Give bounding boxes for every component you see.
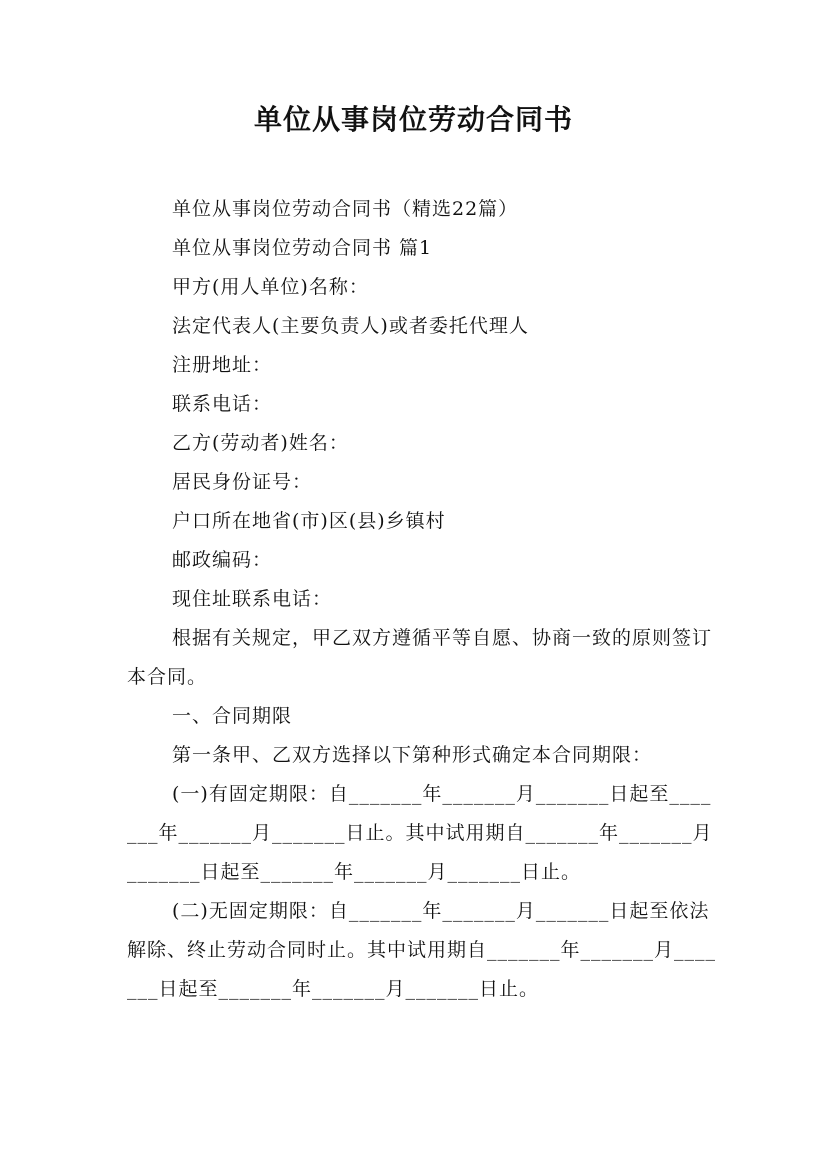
paragraph-party-a-name: 甲方(用人单位)名称： <box>172 276 369 298</box>
paragraph-registered-address: 注册地址： <box>172 354 273 376</box>
paragraph-fixed-term: (一)有固定期限：自_______年_______月_______日起至_______年_______月_______日止。其中试用期自_______年_______月_______日起至_______年_______月_______日止。 <box>127 783 713 883</box>
paragraph-current-address-phone: 现住址联系电话： <box>172 588 333 610</box>
paragraph-article-one: 第一条甲、乙双方选择以下第种形式确定本合同期限： <box>172 744 653 766</box>
paragraph-section-heading: 单位从事岗位劳动合同书 篇1 <box>172 237 433 259</box>
paragraph-open-ended-term: (二)无固定期限：自_______年_______月_______日起至依法解除、终止劳动合同时止。其中试用期自_______年_______月_______日起至_______年_______月_______日止。 <box>127 900 717 1000</box>
paragraph-party-b-name: 乙方(劳动者)姓名： <box>172 432 349 454</box>
paragraph-id-number: 居民身份证号： <box>172 471 313 493</box>
document-body <box>127 190 717 1009</box>
paragraph-agreement-basis: 根据有关规定，甲乙双方遵循平等自愿、协商一致的原则签订本合同。 <box>127 627 713 688</box>
paragraph-contact-phone: 联系电话： <box>172 393 273 415</box>
paragraph-subtitle: 单位从事岗位劳动合同书（精选22篇） <box>172 198 519 220</box>
paragraph-contract-term-heading: 一、合同期限 <box>172 705 293 727</box>
paragraph-household-registration: 户口所在地省(市)区(县)乡镇村 <box>172 510 446 532</box>
paragraph-postal-code: 邮政编码： <box>172 549 273 571</box>
document-title: 单位从事岗位劳动合同书 <box>253 103 573 136</box>
paragraph-legal-representative: 法定代表人(主要负责人)或者委托代理人 <box>172 315 529 337</box>
